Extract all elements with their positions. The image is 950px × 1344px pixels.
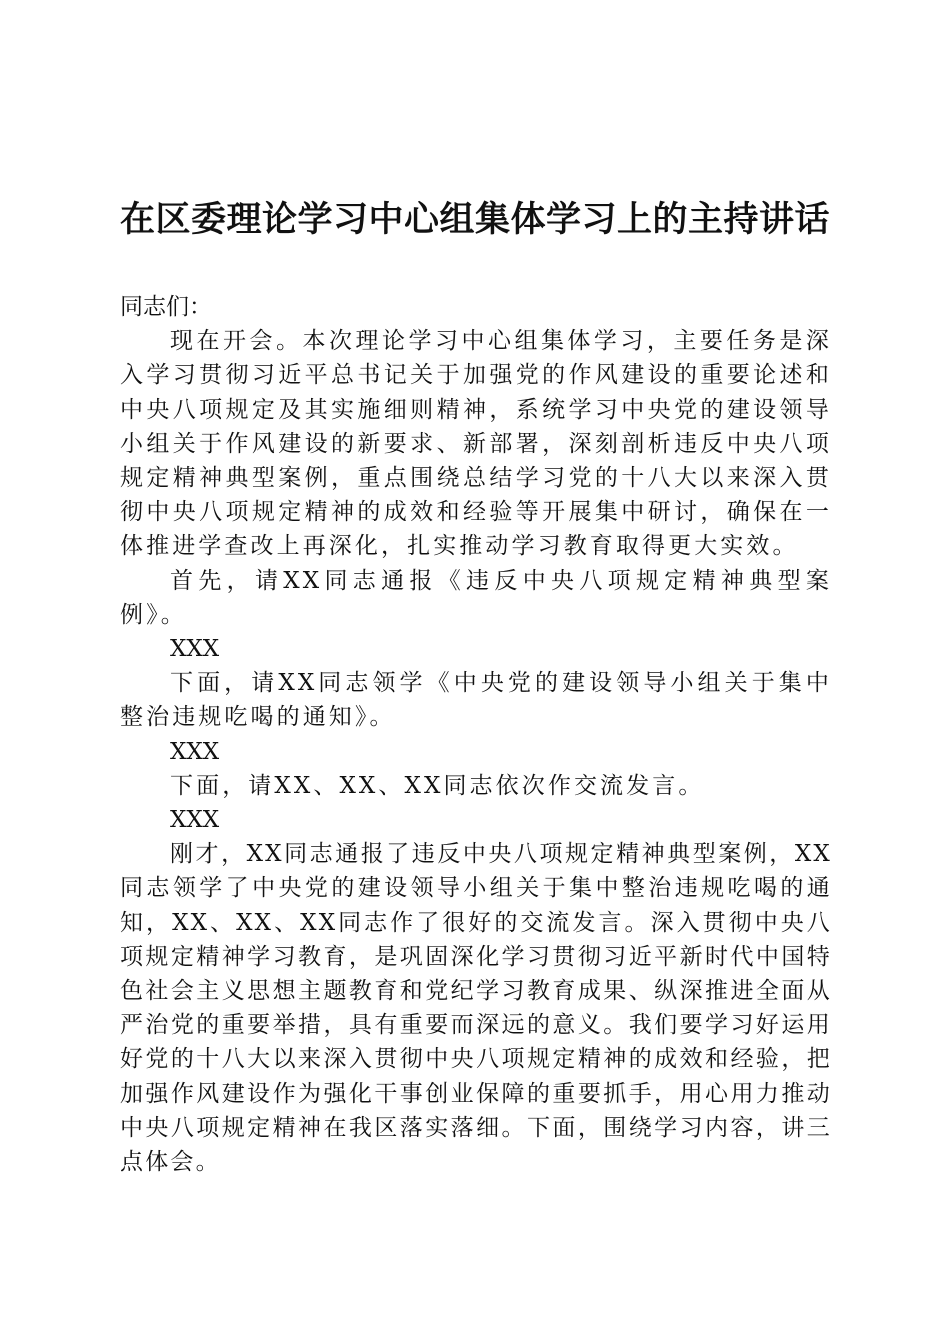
greeting: 同志们：	[120, 294, 212, 320]
paragraph-second-item: 下面，请XX同志领学《中央党的建设领导小组关于集中整治违规吃喝的通知》。	[120, 670, 832, 731]
document-title: 在区委理论学习中心组集体学习上的主持讲话	[119, 199, 830, 240]
paragraph-summary: 刚才，XX同志通报了违反中央八项规定精神典型案例，XX同志领学了中央党的建设领导小组关于集中整治违规吃喝的通知，XX、XX、XX同志作了很好的交流发言。深入贯彻中央八项规定精神学习教育，是巩固深化学习贯彻习近平新时代中国特色社会主义思想主题教育和党纪学习教育成果、纵深推进全面从严治党的重要举措，具有重要而深远的意义。我们要学习好运用好党的十八大以来深入贯彻中央八项规定精神的成效和经验，把加强作风建设作为强化干事创业保障的重要抓手，用心用力推动中央八项规定精神在我区落实落细。下面，围绕学习内容，讲三点体会。	[120, 841, 832, 1176]
placeholder-line: XXX	[170, 807, 220, 834]
paragraph-opening: 现在开会。本次理论学习中心组集体学习，主要任务是深入学习贯彻习近平总书记关于加强党的作风建设的重要论述和中央八项规定及其实施细则精神，系统学习中央党的建设领导小组关于作风建设的新要求、新部署，深刻剖析违反中央八项规定精神典型案例，重点围绕总结学习党的十八大以来深入贯彻中央八项规定精神的成效和经验等开展集中研讨，确保在一体推进学查改上再深化，扎实推动学习教育取得更大实效。	[120, 328, 832, 560]
document-body	[120, 290, 832, 1179]
placeholder-line: XXX	[170, 636, 220, 663]
paragraph-first-item: 首先，请XX同志通报《违反中央八项规定精神典型案例》。	[120, 567, 832, 628]
paragraph-third-item: 下面，请XX、XX、XX同志依次作交流发言。	[170, 772, 705, 799]
placeholder-line: XXX	[170, 738, 220, 765]
